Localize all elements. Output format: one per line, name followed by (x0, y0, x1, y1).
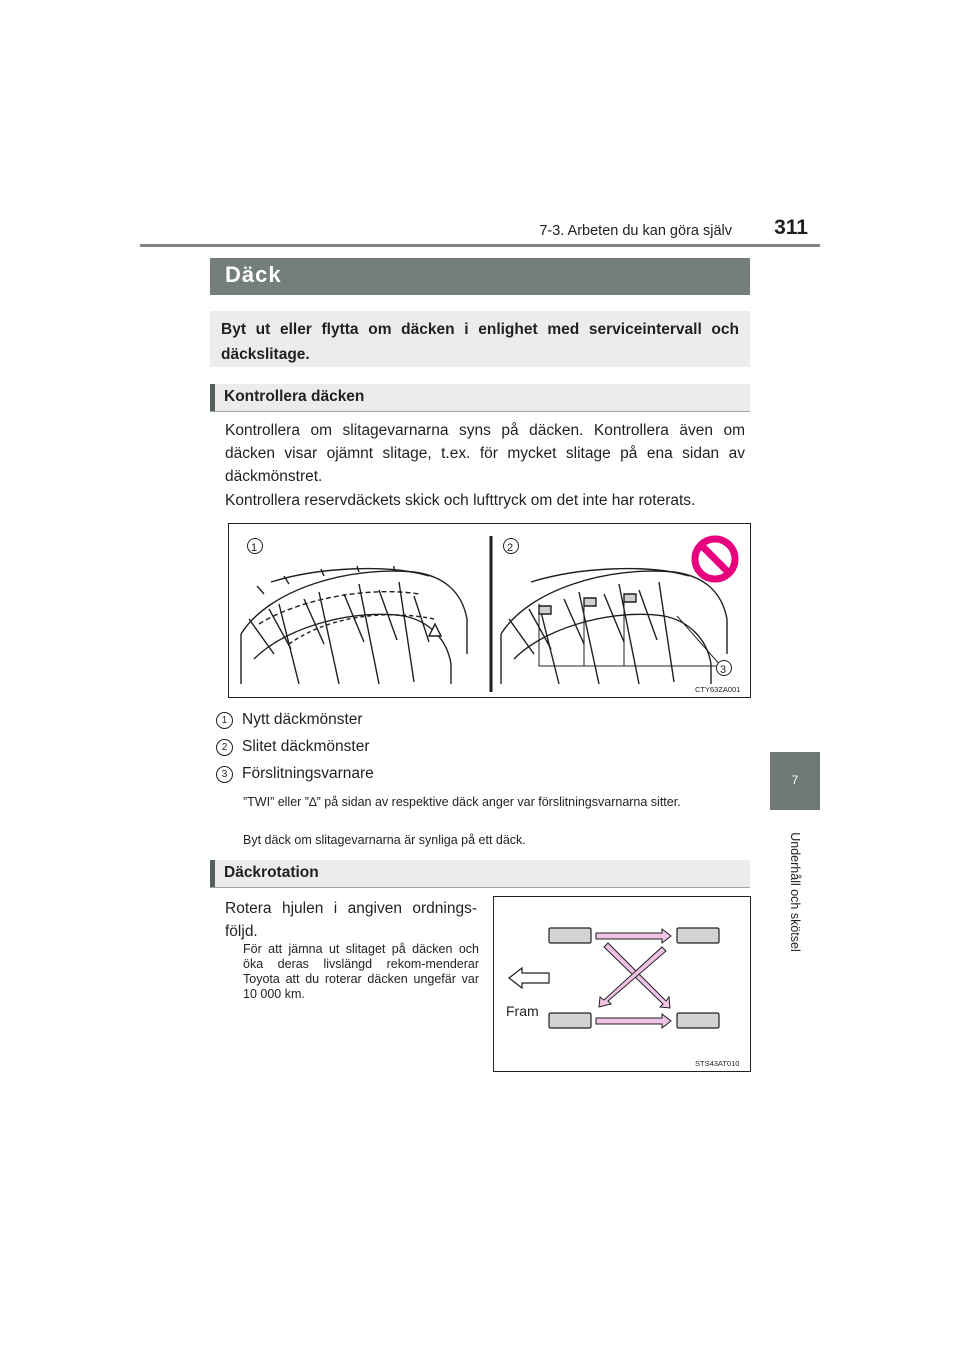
wheel-front-right (677, 928, 719, 943)
legend-text: Nytt däckmönster (242, 711, 363, 728)
header-rule (140, 244, 820, 247)
wheel-front-left (549, 928, 591, 943)
rotation-figure (493, 896, 751, 1072)
new-tire-illustration (241, 566, 467, 684)
rotation-heading-text: Däckrotation (224, 864, 319, 881)
arrow-rear (596, 1014, 671, 1028)
legend-number: 1 (216, 712, 233, 729)
wheel-rear-right (677, 1013, 719, 1028)
rotation-note: För att jämna ut slitaget på däcken och öka deras livslängd rekom-menderar Toyota att du roterar däcken ungefär var 10 000 km. (243, 942, 479, 1001)
arrow-front (596, 929, 671, 943)
intro-box (210, 311, 750, 367)
legend-text: Slitet däckmönster (242, 738, 370, 755)
rotation-diagram (494, 897, 750, 1071)
heading-marker (210, 860, 215, 887)
worn-tire-illustration (501, 569, 727, 684)
page-title: Däck (225, 262, 282, 287)
chapter-label (755, 822, 835, 962)
check-paragraph-1: Kontrollera om slitagevarnarna syns på däcken. Kontrollera även om däcken visar ojämnt slitage, t.ex. för mycket slitage på ena sidan av däckmönstret. (225, 422, 745, 485)
legend-text: Förslitningsvarnare (242, 765, 374, 782)
chapter-label-text: Underhåll och skötsel (788, 832, 802, 952)
tread-illustration (229, 524, 750, 697)
check-tires-heading (210, 384, 750, 412)
rotation-paragraph: Rotera hjulen i angiven ordnings-följd. (225, 900, 477, 940)
wheel-rear-left (549, 1013, 591, 1028)
replace-note: Byt däck om slitagevarnarna är synliga på ett däck. (243, 833, 526, 847)
page-title-bar (210, 258, 750, 295)
arrow-diagonal-up (599, 947, 666, 1007)
callout-3: 3 (720, 664, 727, 676)
figure-code: CTY63ZA001 (695, 685, 741, 694)
check-tires-heading-text: Kontrollera däcken (224, 388, 365, 405)
no-entry-icon (695, 539, 735, 579)
rotation-heading (210, 860, 750, 888)
callout-2: 2 (507, 542, 514, 554)
figure-code: STS43AT010 (695, 1059, 740, 1068)
check-paragraph-2: Kontrollera reservdäckets skick och lufttryck om det inte har roterats. (225, 492, 696, 509)
page-number: 311 (774, 216, 808, 239)
front-direction-arrow (509, 968, 549, 988)
legend-number: 2 (216, 739, 233, 756)
callout-1: 1 (251, 542, 258, 554)
heading-marker (210, 384, 215, 411)
chapter-tab: 7 (770, 752, 820, 810)
section-title: 7-3. Arbeten du kan göra själv (539, 223, 732, 239)
legend-number: 3 (216, 766, 233, 783)
intro-text: Byt ut eller flytta om däcken i enlighet med serviceintervall och däckslitage. (221, 321, 739, 363)
twi-note: ”TWI” eller ”∆” på sidan av respektive däck anger var förslitningsvarnarna sitter. (243, 795, 681, 809)
front-label: Fram (506, 1003, 539, 1019)
tread-figure (228, 523, 751, 698)
